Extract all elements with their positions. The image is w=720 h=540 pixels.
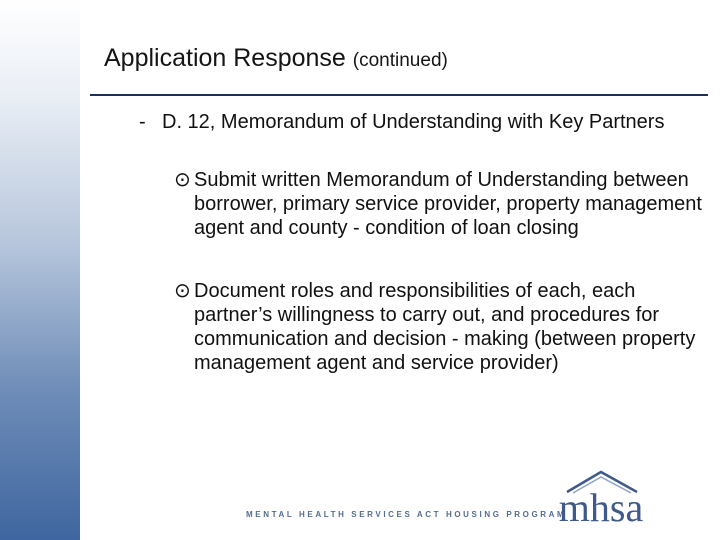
bullet-text-1: Submit written Memorandum of Understanding between borrower, primary service provider, property management agent and county - condition of loan closing: [194, 169, 702, 239]
program-footer: MENTAL HEALTH SERVICES ACT HOUSING PROGRAM: [246, 510, 567, 519]
title-divider: [90, 94, 708, 96]
mhsa-logo: [545, 468, 660, 526]
bullet-item-1: [174, 168, 704, 240]
title-suffix: (continued): [352, 50, 448, 71]
bullet-text-2: Document roles and responsibilities of each, each partner’s willingness to carry out, and procedures for communication and decision - making (between property management agent and service provider): [194, 280, 696, 374]
bullet-item-2: [174, 279, 704, 375]
slide-title: [104, 44, 448, 73]
title-main: Application Response: [104, 44, 346, 72]
level1-dash: -: [139, 111, 146, 133]
level1-text: D. 12, Memorandum of Understanding with Key Partners: [162, 111, 665, 133]
circle-bullet-icon: ⊙: [174, 280, 191, 302]
logo-text: mhsa: [558, 485, 644, 526]
circle-bullet-icon: ⊙: [174, 169, 191, 191]
left-gradient-band: [0, 0, 80, 540]
